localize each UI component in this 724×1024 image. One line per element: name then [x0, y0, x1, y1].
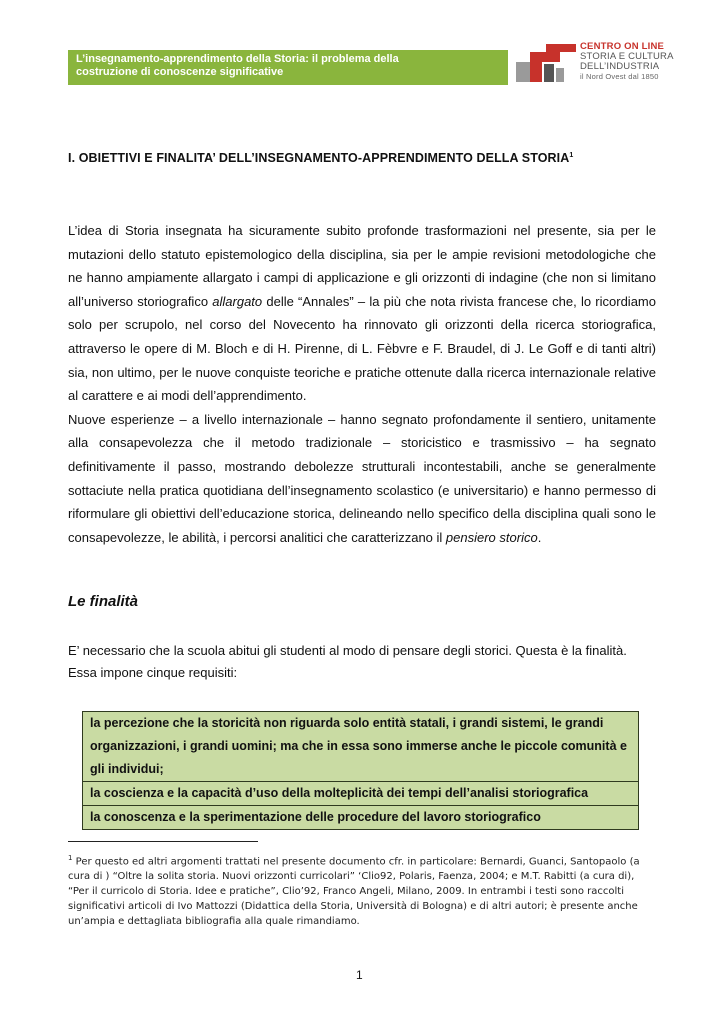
footnote-divider: [68, 841, 258, 842]
paragraph-1-italic: allargato: [212, 293, 263, 309]
requirement-cell: la coscienza e la capacità d’uso della molteplicità dei tempi dell’analisi storiografica: [83, 782, 639, 806]
logo-line1: CENTRO ON LINE: [580, 41, 665, 52]
intro-text: [68, 640, 658, 684]
paragraph-2-part2: .: [537, 529, 542, 545]
footnote: [68, 851, 658, 929]
footnote-text: Per questo ed altri argomenti trattati nel presente documento cfr. in particolare: Bernardi, Guanci, Santopaolo (a cura di ) “Oltre la solita storia. Nuovi orizzonti curricolari” ‘Clio92, Polaris, Faenza, 2004; e M.T. Rabitti (a cura di), “Per il curricolo di Storia. Idee e pratiche”, Clio’92, Franco Angeli, Milano, 2009. In entrambi i testi sono raccolti significativi articoli di Ivo Mattozzi (Didattica della Storia, Università di Bologna) e di altri autori; è presente anche un’ampia e dettagliata bibliografia alla quale rimandiamo.: [68, 856, 640, 928]
paragraph-2: [68, 408, 656, 550]
body-text: [68, 219, 656, 549]
requirement-row: [83, 712, 639, 782]
paragraph-2-part1: Nuove esperienze – a livello internazionale – hanno segnato profondamente il sentiero, unitamente alla consapevolezza che il metodo tradizionale – storicistico e trasmissivo – ha segnato definitivamente il passo, mostrando debolezze strutturali incontestabili, anche se generalmente sottaciute nella pratica quotidiana dell’insegnamento scolastico (e universitario) e hanno permesso di riformulare gli obiettivi dell’educazione storica, delineando nello specifico della disciplina quali sono le consapevolezze, le abilità, i percorsi analitici che caratterizzano il: [68, 411, 656, 545]
requirement-cell: la percezione che la storicità non riguarda solo entità statali, i grandi sistemi, le grandi organizzazioni, i grandi uomini; ma che in essa sono immerse anche le piccole comunità e gli individui;: [83, 712, 639, 782]
subheading-finalita: Le finalità: [68, 593, 139, 610]
footnote-ref: 1: [569, 151, 574, 159]
logo-line4: il Nord Ovest dal 1850: [580, 72, 659, 81]
intro-line1: E’ necessario che la scuola abitui gli studenti al modo di pensare degli storici. Questa è la finalità.: [68, 643, 627, 658]
logo-line2: STORIA E CULTURA: [580, 51, 674, 62]
page-number: 1: [356, 968, 363, 982]
requirements-table: [82, 711, 639, 830]
paragraph-1: [68, 219, 656, 408]
intro-line2: Essa impone cinque requisiti:: [68, 665, 238, 680]
paragraph-1-part2: delle “Annales” – la più che nota rivista francese che, lo ricordiamo solo per scrupolo, nel corso del Novecento ha rinnovato gli orizzonti della ricerca storiografica, attraverso le opere di M. Bloch e di H. Pirenne, di L. Fèbvre e F. Braudel, di J. Le Goff e di tanti altri) sia, non ultimo, per le nuove conquiste teoriche e pratiche ottenute dalla ricerca internazionale relative al carattere e ai modi dell’apprendimento.: [68, 293, 656, 404]
requirement-row: [83, 782, 639, 806]
paragraph-2-italic: pensiero storico: [445, 529, 538, 545]
header-title-line2: costruzione di conoscenze significative: [76, 66, 284, 78]
paragraph-1-part1: L’idea di Storia insegnata ha sicuramente subito profonde trasformazioni nel presente, sia per le mutazioni dello statuto epistemologico della disciplina, sia per le ampie revisioni metodologiche che ne hanno ampiamente allargato i campi di applicazione e gli orizzonti di indagine (che non si limitano all’universo storiografico: [68, 223, 656, 309]
header-title-line1: L’insegnamento-apprendimento della Storia: il problema della: [76, 53, 399, 65]
document-header-band: [68, 50, 508, 85]
logo-text: [580, 42, 674, 82]
logo-line3: DELL’INDUSTRIA: [580, 61, 660, 72]
requirement-row: [83, 806, 639, 830]
requirement-cell: la conoscenza e la sperimentazione delle procedure del lavoro storiografico: [83, 806, 639, 830]
section-heading-text: I. OBIETTIVI E FINALITA’ DELL’INSEGNAMENTO-APPRENDIMENTO DELLA STORIA: [68, 151, 570, 165]
section-heading: [68, 151, 668, 165]
footnote-number: 1: [68, 854, 73, 862]
